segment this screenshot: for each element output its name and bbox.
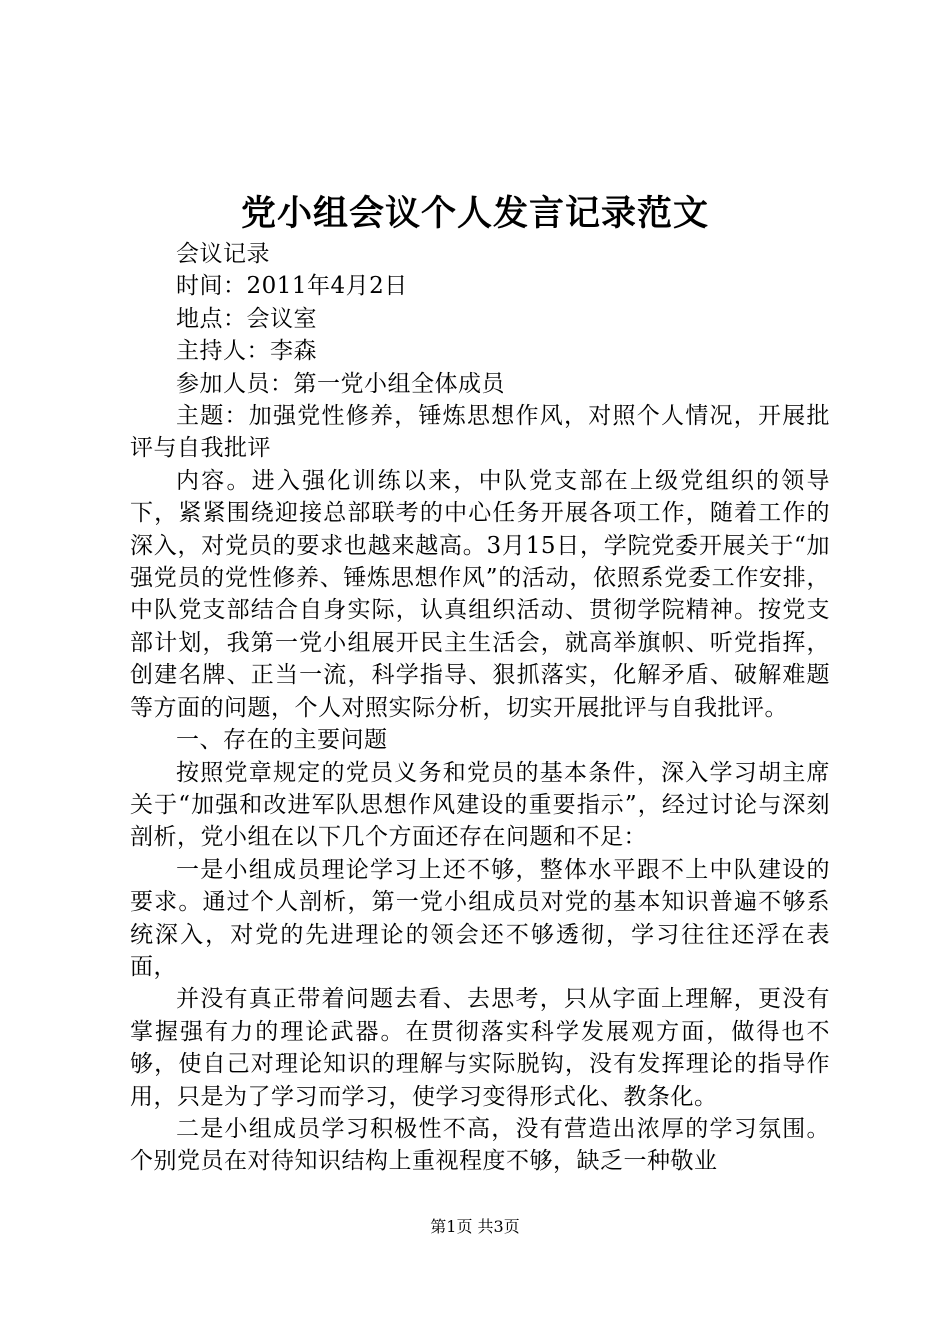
paragraph-heading: 会议记录 bbox=[176, 241, 270, 267]
section-heading-problems: 一、存在的主要问题 bbox=[176, 727, 388, 754]
paragraph-content: 内容。进入强化训练以来，中队党支部在上级党组织的领导下，紧紧围绕迎接总部联考的中心任务开展各项工作，随着工作的深入，对党员的要求也越来越高。3月15日，学院党委开展关于“加强党员的党性修养、锤炼思想作风”的活动，依照系党委工作安排，中队党支部结合自身实际，认真组织活动、贯彻学院精神。按党支部计划，我第一党小组展开民主生活会，就高举旗帜、听党指挥，创建名牌、正当一流，科学指导、狠抓落实，化解矛盾、破解难题等方面的问题，个人对照实际分析，切实开展批评与自我批评。 bbox=[130, 467, 830, 721]
paragraph-time: 时间：2011年4月2日 bbox=[176, 273, 408, 300]
paragraph-location: 地点：会议室 bbox=[176, 305, 317, 332]
paragraph-problems-intro: 按照党章规定的党员义务和党员的基本条件，深入学习胡主席关于“加强和改进军队思想作风建设的重要指示”，经过讨论与深刻剖析，党小组在以下几个方面还存在问题和不足： bbox=[130, 759, 830, 851]
paragraph-attendees: 参加人员：第一党小组全体成员 bbox=[176, 370, 505, 397]
page-footer: 第1页 共3页 bbox=[430, 1217, 520, 1236]
paragraph-problem-one: 一是小组成员理论学习上还不够，整体水平跟不上中队建设的要求。通过个人剖析，第一党小组成员对党的基本知识普遍不够系统深入，对党的先进理论的领会还不够透彻，学习往往还浮在表面， bbox=[130, 856, 830, 980]
paragraph-problem-two: 二是小组成员学习积极性不高，没有营造出浓厚的学习氛围。个别党员在对待知识结构上重视程度不够，缺乏一种敬业 bbox=[130, 1115, 830, 1175]
paragraph-problem-one-cont: 并没有真正带着问题去看、去思考，只从字面上理解，更没有掌握强有力的理论武器。在贯彻落实科学发展观方面，做得也不够，使自己对理论知识的理解与实际脱钩，没有发挥理论的指导作用，只是为了学习而学习，使学习变得形式化、教条化。 bbox=[130, 986, 830, 1110]
document-body bbox=[130, 238, 830, 1178]
document-title: 党小组会议个人发言记录范文 bbox=[240, 193, 709, 234]
paragraph-host: 主持人：李森 bbox=[176, 338, 317, 365]
paragraph-topic: 主题：加强党性修养，锤炼思想作风，对照个人情况，开展批评与自我批评 bbox=[130, 403, 830, 462]
